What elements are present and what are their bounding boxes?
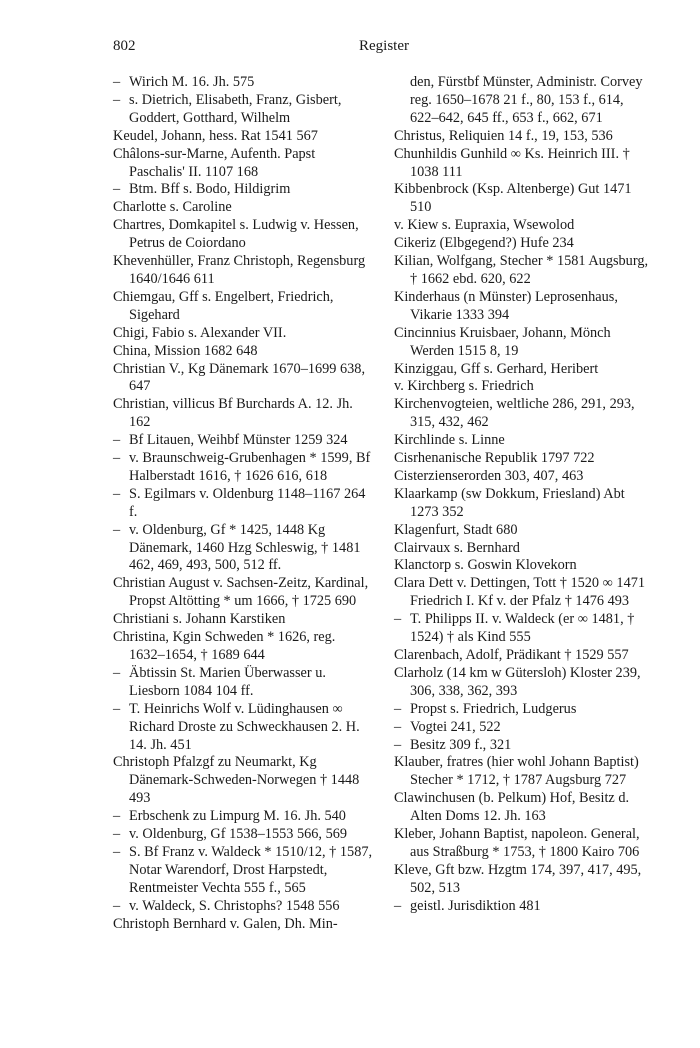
index-entry — [113, 575, 373, 611]
index-entry — [113, 217, 373, 253]
index-entry — [394, 754, 651, 790]
entry-text: Kirchenvogteien, weltliche 286, 291, 293, 315, 432, 462 — [394, 396, 639, 431]
entry-text: Klagenfurt, Stadt 680 — [394, 521, 518, 538]
subentry-dash: – — [113, 74, 121, 90]
index-entry — [394, 522, 651, 540]
index-entry — [394, 181, 651, 217]
subentry-dash: – — [394, 700, 402, 717]
index-entry — [394, 361, 651, 379]
index-subentry — [113, 808, 373, 826]
entry-text: S. Bf Franz v. Waldeck * 1510/12, † 1587, Notar Warendorf, Drost Harpstedt, Rentmeister Vechta 555 f., 565 — [129, 843, 376, 896]
index-entry — [394, 862, 651, 898]
subentry-dash: – — [394, 736, 402, 753]
entry-text: Äbtissin St. Marien Überwasser u. Liesborn 1084 104 ff. — [129, 664, 330, 699]
entry-text: Btm. Bff s. Bodo, Hildigrim — [129, 181, 291, 198]
subentry-dash: – — [113, 521, 121, 538]
subentry-dash: – — [113, 450, 121, 467]
entry-text: Chunhildis Gunhild ∞ Ks. Heinrich III. † 1038 111 — [394, 145, 634, 180]
index-entry — [113, 361, 373, 397]
index-entry — [394, 468, 651, 486]
index-entry — [394, 128, 651, 146]
entry-text: Cisterzienserorden 303, 407, 463 — [394, 467, 584, 484]
entry-text: Keudel, Johann, hess. Rat 1541 567 — [113, 127, 318, 144]
entry-text: Klanctorp s. Goswin Klovekorn — [394, 557, 577, 574]
subentry-dash: – — [113, 91, 121, 108]
entry-text: Kilian, Wolfgang, Stecher * 1581 Augsburg, † 1662 ebd. 620, 622 — [394, 253, 652, 287]
entry-text: Christian, villicus Bf Burchards A. 12. Jh. 162 — [113, 396, 357, 431]
entry-text: Cikeriz (Elbgegend?) Hufe 234 — [394, 235, 574, 252]
entry-text: Christian V., Kg Dänemark 1670–1699 638, 647 — [113, 360, 369, 395]
entry-text: Kinderhaus (n Münster) Leprosenhaus, Vikarie 1333 394 — [394, 288, 622, 323]
entry-text: Bf Litauen, Weihbf Münster 1259 324 — [129, 432, 348, 449]
index-subentry — [113, 898, 373, 916]
entry-text: Christus, Reliquien 14 f., 19, 153, 536 — [394, 127, 613, 144]
entry-text: Cincinnius Kruisbaer, Johann, Mönch Werden 1515 8, 19 — [394, 324, 614, 359]
index-entry — [113, 629, 373, 665]
index-entry — [394, 378, 651, 396]
entry-text: Clara Dett v. Dettingen, Tott † 1520 ∞ 1471 Friedrich I. Kf v. der Pfalz † 1476 493 — [394, 575, 649, 610]
entry-text: v. Braunschweig-Grubenhagen * 1599, Bf Halberstadt 1616, † 1626 616, 618 — [129, 450, 374, 484]
entry-text: Christiani s. Johann Karstiken — [113, 611, 286, 628]
entry-text: s. Dietrich, Elisabeth, Franz, Gisbert, Goddert, Gotthard, Wilhelm — [129, 91, 345, 126]
entry-text: Cisrhenanische Republik 1797 722 — [394, 450, 595, 467]
index-subentry — [394, 898, 651, 916]
entry-text: Christoph Bernhard v. Galen, Dh. Min- — [113, 915, 338, 932]
subentry-dash: – — [113, 485, 121, 502]
entry-text: Vogtei 241, 522 — [410, 718, 501, 735]
index-entry — [113, 253, 373, 289]
index-subentry — [113, 843, 376, 898]
entry-text: Clarenbach, Adolf, Prädikant † 1529 557 — [394, 647, 629, 663]
subentry-dash: – — [113, 664, 121, 681]
index-subentry — [394, 74, 651, 128]
index-entry — [394, 432, 651, 450]
entry-text: Chiemgau, Gff s. Engelbert, Friedrich, Sigehard — [113, 288, 338, 323]
index-entry — [394, 790, 651, 826]
index-entry — [394, 235, 651, 253]
index-entry — [394, 253, 651, 289]
entry-text: den, Fürstbf Münster, Administr. Corvey reg. 1650–1678 21 f., 80, 153 f., 614, 622–642, 645 ff., 653 f., 662, 671 — [410, 74, 647, 126]
entry-text: v. Kiew s. Eupraxia, Wsewolod — [394, 217, 575, 234]
index-entry — [394, 575, 651, 611]
index-entry — [113, 396, 373, 432]
entry-text: v. Oldenburg, Gf * 1425, 1448 Kg Dänemark, 1460 Hzg Schleswig, † 1481 462, 469, 493, 500, 512 ff. — [129, 521, 365, 574]
subentry-dash: – — [113, 826, 121, 843]
index-entry — [394, 325, 651, 361]
entry-text: Kleber, Johann Baptist, napoleon. General, aus Straßburg * 1753, † 1800 Kairo 706 — [394, 826, 644, 860]
entry-text: Kleve, Gft bzw. Hzgtm 174, 397, 417, 495, 502, 513 — [394, 861, 645, 896]
entry-text: Chartres, Domkapitel s. Ludwig v. Hessen, Petrus de Coiordano — [113, 217, 363, 252]
index-subentry — [113, 486, 373, 522]
index-subentry — [113, 74, 373, 92]
index-subentry — [394, 737, 651, 755]
entry-text: Chigi, Fabio s. Alexander VII. — [113, 324, 287, 341]
entry-text: Klauber, fratres (hier wohl Johann Baptist) Stecher * 1712, † 1787 Augsburg 727 — [394, 754, 643, 789]
entry-text: Wirich M. 16. Jh. 575 — [129, 74, 255, 90]
index-entry — [113, 128, 373, 146]
index-entry — [394, 396, 651, 432]
running-head: Register — [359, 38, 409, 54]
entry-text: v. Waldeck, S. Christophs? 1548 556 — [129, 897, 340, 914]
index-entry — [394, 826, 651, 862]
index-subentry — [394, 611, 651, 647]
entry-text: T. Heinrichs Wolf v. Lüdinghausen ∞ Richard Droste zu Schweckhausen 2. H. 14. Jh. 451 — [129, 700, 364, 753]
index-entry — [394, 557, 651, 575]
subentry-dash: – — [113, 700, 121, 717]
entry-text: Clarholz (14 km w Gütersloh) Kloster 239, 306, 338, 362, 393 — [394, 664, 645, 699]
entry-text: Besitz 309 f., 321 — [410, 736, 512, 753]
index-subentry — [113, 450, 373, 486]
entry-text: geistl. Jurisdiktion 481 — [410, 897, 541, 914]
entry-text: Christina, Kgin Schweden * 1626, reg. 1632–1654, † 1689 644 — [113, 629, 339, 663]
entry-text: Kirchlinde s. Linne — [394, 432, 505, 449]
index-entry — [394, 450, 651, 468]
index-entry — [113, 343, 373, 361]
index-subentry — [113, 92, 373, 128]
entry-text: Charlotte s. Caroline — [113, 199, 232, 216]
entry-text: Kinziggau, Gff s. Gerhard, Heribert — [394, 360, 599, 377]
index-entry — [394, 146, 651, 182]
index-entry — [394, 665, 651, 701]
subentry-dash: – — [394, 611, 402, 628]
index-entry — [113, 146, 373, 182]
entry-text: Erbschenk zu Limpurg M. 16. Jh. 540 — [129, 808, 346, 825]
entry-text: v. Oldenburg, Gf 1538–1553 566, 569 — [129, 826, 348, 843]
entry-text: Khevenhüller, Franz Christoph, Regensburg 1640/1646 611 — [113, 253, 369, 287]
index-entry — [394, 647, 651, 665]
index-entry — [113, 199, 373, 217]
index-entry — [113, 754, 373, 808]
entry-text: Kibbenbrock (Ksp. Altenberge) Gut 1471 510 — [394, 181, 636, 216]
entry-text: v. Kirchberg s. Friedrich — [394, 378, 534, 395]
index-subentry — [113, 701, 373, 755]
index-entry — [113, 325, 373, 343]
index-subentry — [113, 432, 373, 450]
subentry-dash: – — [113, 432, 121, 449]
index-entry — [394, 540, 651, 558]
index-entry — [394, 486, 651, 522]
index-subentry — [394, 701, 651, 719]
entry-text: Christoph Pfalzgf zu Neumarkt, Kg Dänemark-Schweden-Norwegen † 1448 493 — [113, 754, 363, 807]
index-subentry — [113, 522, 373, 576]
index-entry — [113, 289, 373, 325]
subentry-dash: – — [113, 181, 121, 198]
index-subentry — [113, 826, 373, 844]
subentry-dash: – — [113, 897, 121, 914]
entry-text: S. Egilmars v. Oldenburg 1148–1167 264 f. — [129, 485, 369, 520]
subentry-dash: – — [394, 897, 402, 914]
entry-text: Klaarkamp (sw Dokkum, Friesland) Abt 1273 352 — [394, 485, 629, 520]
subentry-dash: – — [113, 808, 121, 825]
index-entry — [113, 611, 373, 629]
index-entry — [113, 916, 373, 934]
entry-text: Propst s. Friedrich, Ludgerus — [410, 700, 577, 717]
index-column-right — [394, 74, 651, 916]
subentry-dash: – — [394, 718, 402, 735]
page-number: 802 — [113, 38, 136, 54]
entry-text: Christian August v. Sachsen-Zeitz, Kardinal, Propst Altötting * um 1666, † 1725 690 — [113, 575, 372, 610]
subentry-dash: – — [113, 843, 121, 860]
entry-text: China, Mission 1682 648 — [113, 342, 258, 359]
index-column-left — [113, 74, 376, 934]
entry-text: Clairvaux s. Bernhard — [394, 539, 520, 556]
index-subentry — [113, 665, 373, 701]
entry-text: T. Philipps II. v. Waldeck (er ∞ 1481, † 1524) † als Kind 555 — [410, 611, 638, 646]
entry-text: Clawinchusen (b. Pelkum) Hof, Besitz d. Alten Doms 12. Jh. 163 — [394, 790, 632, 825]
index-entry — [394, 217, 651, 235]
index-subentry — [394, 719, 651, 737]
index-subentry — [113, 181, 373, 199]
index-entry — [394, 289, 651, 325]
entry-text: Châlons-sur-Marne, Aufenth. Papst Paschalis' II. 1107 168 — [113, 145, 319, 180]
